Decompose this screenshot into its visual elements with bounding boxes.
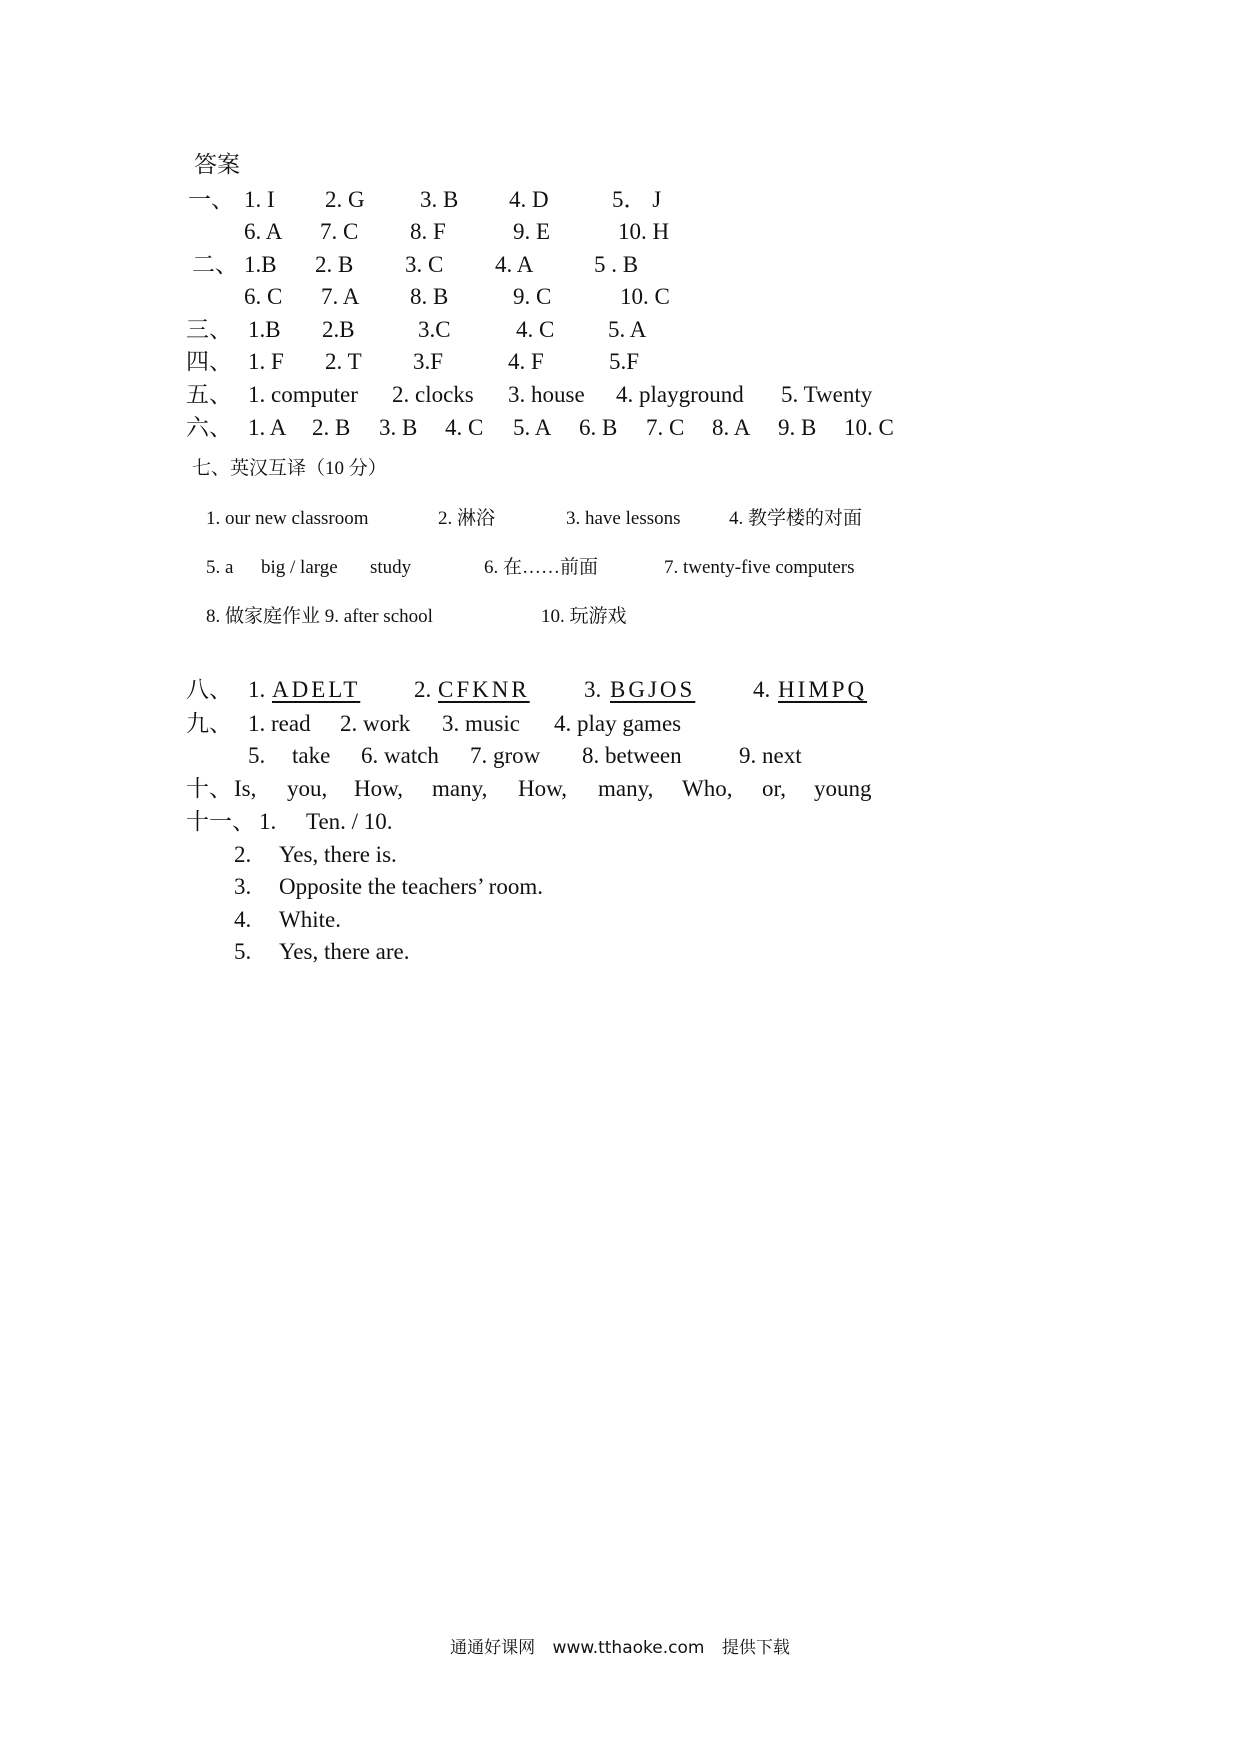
footer-url[interactable]: www.tthaoke.com xyxy=(552,1638,705,1658)
answer-text: White. xyxy=(279,907,341,932)
translation-item: big / large xyxy=(261,557,338,578)
answer-item: 1. A xyxy=(248,415,287,440)
answer-item: 10. C xyxy=(620,284,670,309)
answer-item: 4. D xyxy=(509,187,549,212)
answer-text: Ten. / 10. xyxy=(306,809,393,834)
answer-item: 6. A xyxy=(244,219,283,244)
section-10-label: 十、 xyxy=(186,776,232,801)
footer-note: 提供下载 xyxy=(721,1638,790,1658)
translation-item: 8. 做家庭作业 9. after school xyxy=(206,606,433,627)
answer-item: 10. C xyxy=(844,415,894,440)
answer-item: 5. A xyxy=(608,317,647,342)
answer-word: many, xyxy=(598,776,654,801)
section-2-label: 二、 xyxy=(192,252,238,277)
section-9-label: 九、 xyxy=(186,711,232,736)
answer-item: 2.B xyxy=(322,317,355,342)
answer-item: 1. F xyxy=(248,349,284,374)
answer-item: 4. C xyxy=(445,415,484,440)
answer-word: Is, xyxy=(234,776,257,801)
underlined-answer: HIMPQ xyxy=(778,677,868,702)
section-6-label: 六、 xyxy=(186,415,232,440)
answer-item: 3. music xyxy=(442,711,520,736)
answer-item: 3. B xyxy=(420,187,459,212)
section-3-label: 三、 xyxy=(186,317,232,342)
answer-number: 4. xyxy=(753,677,771,702)
answer-item: 5. Twenty xyxy=(781,382,873,407)
answer-word: Who, xyxy=(682,776,733,801)
answer-item: 5.F xyxy=(609,349,640,374)
answer-item: 5 . B xyxy=(594,252,639,277)
section-1-label: 一、 xyxy=(188,187,234,212)
section-11-label: 十一、 xyxy=(186,809,255,834)
answer-item: 1. computer xyxy=(248,382,358,407)
answer-item: 2. G xyxy=(325,187,365,212)
answer-item: 1.B xyxy=(248,317,281,342)
answer-item: 2. T xyxy=(325,349,362,374)
answer-item: 9. next xyxy=(739,743,802,768)
section-5-label: 五、 xyxy=(186,382,232,407)
answer-item: 8. A xyxy=(712,415,751,440)
answer-item: 6. C xyxy=(244,284,283,309)
answer-text: Yes, there is. xyxy=(279,842,397,867)
answer-word: you, xyxy=(287,776,328,801)
translation-item: study xyxy=(370,557,412,578)
answer-number: 1. xyxy=(259,809,277,834)
answer-number: 5. xyxy=(234,939,252,964)
answer-item: 3. C xyxy=(405,252,444,277)
answer-item: 7. C xyxy=(320,219,359,244)
answer-item: 3.F xyxy=(413,349,444,374)
answer-item: 3.C xyxy=(418,317,451,342)
translation-item: 6. 在……前面 xyxy=(484,557,599,578)
answer-item: 6. watch xyxy=(361,743,439,768)
translation-item: 2. 淋浴 xyxy=(438,508,496,529)
section-8-label: 八、 xyxy=(186,677,232,702)
answer-item: 2. B xyxy=(315,252,354,277)
answer-item: 4. play games xyxy=(554,711,682,736)
answer-item: 8. between xyxy=(582,743,682,768)
answer-number: 3. xyxy=(584,677,602,702)
translation-item: 3. have lessons xyxy=(566,508,681,529)
title-text: 答案 xyxy=(194,152,240,177)
answer-number: 2. xyxy=(234,842,252,867)
answer-item: 3. house xyxy=(508,382,585,407)
section-4-label: 四、 xyxy=(186,349,232,374)
section-7-heading-text: 七、英汉互译（10 分） xyxy=(192,458,387,479)
answer-item: 1.B xyxy=(244,252,277,277)
translation-item: 7. twenty-five computers xyxy=(664,557,855,578)
answer-number: 4. xyxy=(234,907,252,932)
answer-word: many, xyxy=(432,776,488,801)
translation-item: 4. 教学楼的对面 xyxy=(729,508,863,529)
answer-item: 9. E xyxy=(513,219,551,244)
translation-item: 10. 玩游戏 xyxy=(541,606,627,627)
answer-item: 4. playground xyxy=(616,382,744,407)
answer-item: 4. C xyxy=(516,317,555,342)
answer-item: 8. B xyxy=(410,284,449,309)
answer-item: 10. H xyxy=(618,219,670,244)
underlined-answer: BGJOS xyxy=(610,677,696,702)
translation-item: 1. our new classroom xyxy=(206,508,369,529)
translation-item: 5. a xyxy=(206,557,234,578)
answer-item: 5． J xyxy=(612,187,662,212)
answer-item: 3. B xyxy=(379,415,418,440)
answer-item: 1. I xyxy=(244,187,275,212)
answer-number: 2. xyxy=(414,677,432,702)
page-footer xyxy=(0,1633,1240,1658)
answer-item: 6. B xyxy=(579,415,618,440)
underlined-answer: ADELT xyxy=(272,677,361,702)
answer-word: or, xyxy=(762,776,786,801)
answer-word: young xyxy=(814,776,872,801)
answer-item: take xyxy=(292,743,331,768)
answer-item: 7. A xyxy=(321,284,360,309)
answer-item: 9. B xyxy=(778,415,817,440)
answer-number: 1. xyxy=(248,677,266,702)
answer-word: How, xyxy=(518,776,567,801)
underlined-answer: CFKNR xyxy=(438,677,530,702)
answer-item: 5. xyxy=(248,743,266,768)
answer-text: Yes, there are. xyxy=(279,939,410,964)
answer-item: 7. grow xyxy=(470,743,541,768)
answer-number: 3. xyxy=(234,874,252,899)
answer-item: 8. F xyxy=(410,219,446,244)
answer-word: How, xyxy=(354,776,403,801)
answer-item: 2. B xyxy=(312,415,351,440)
answer-item: 4. F xyxy=(508,349,544,374)
answer-item: 5. A xyxy=(513,415,552,440)
answer-item: 9. C xyxy=(513,284,552,309)
answer-item: 2. clocks xyxy=(392,382,474,407)
answer-text: Opposite the teachers’ room. xyxy=(279,874,543,899)
answer-item: 2. work xyxy=(340,711,411,736)
answer-item: 7. C xyxy=(646,415,685,440)
footer-site-name: 通通好课网 xyxy=(450,1638,536,1658)
answer-item: 1. read xyxy=(248,711,311,736)
answer-item: 4. A xyxy=(495,252,534,277)
